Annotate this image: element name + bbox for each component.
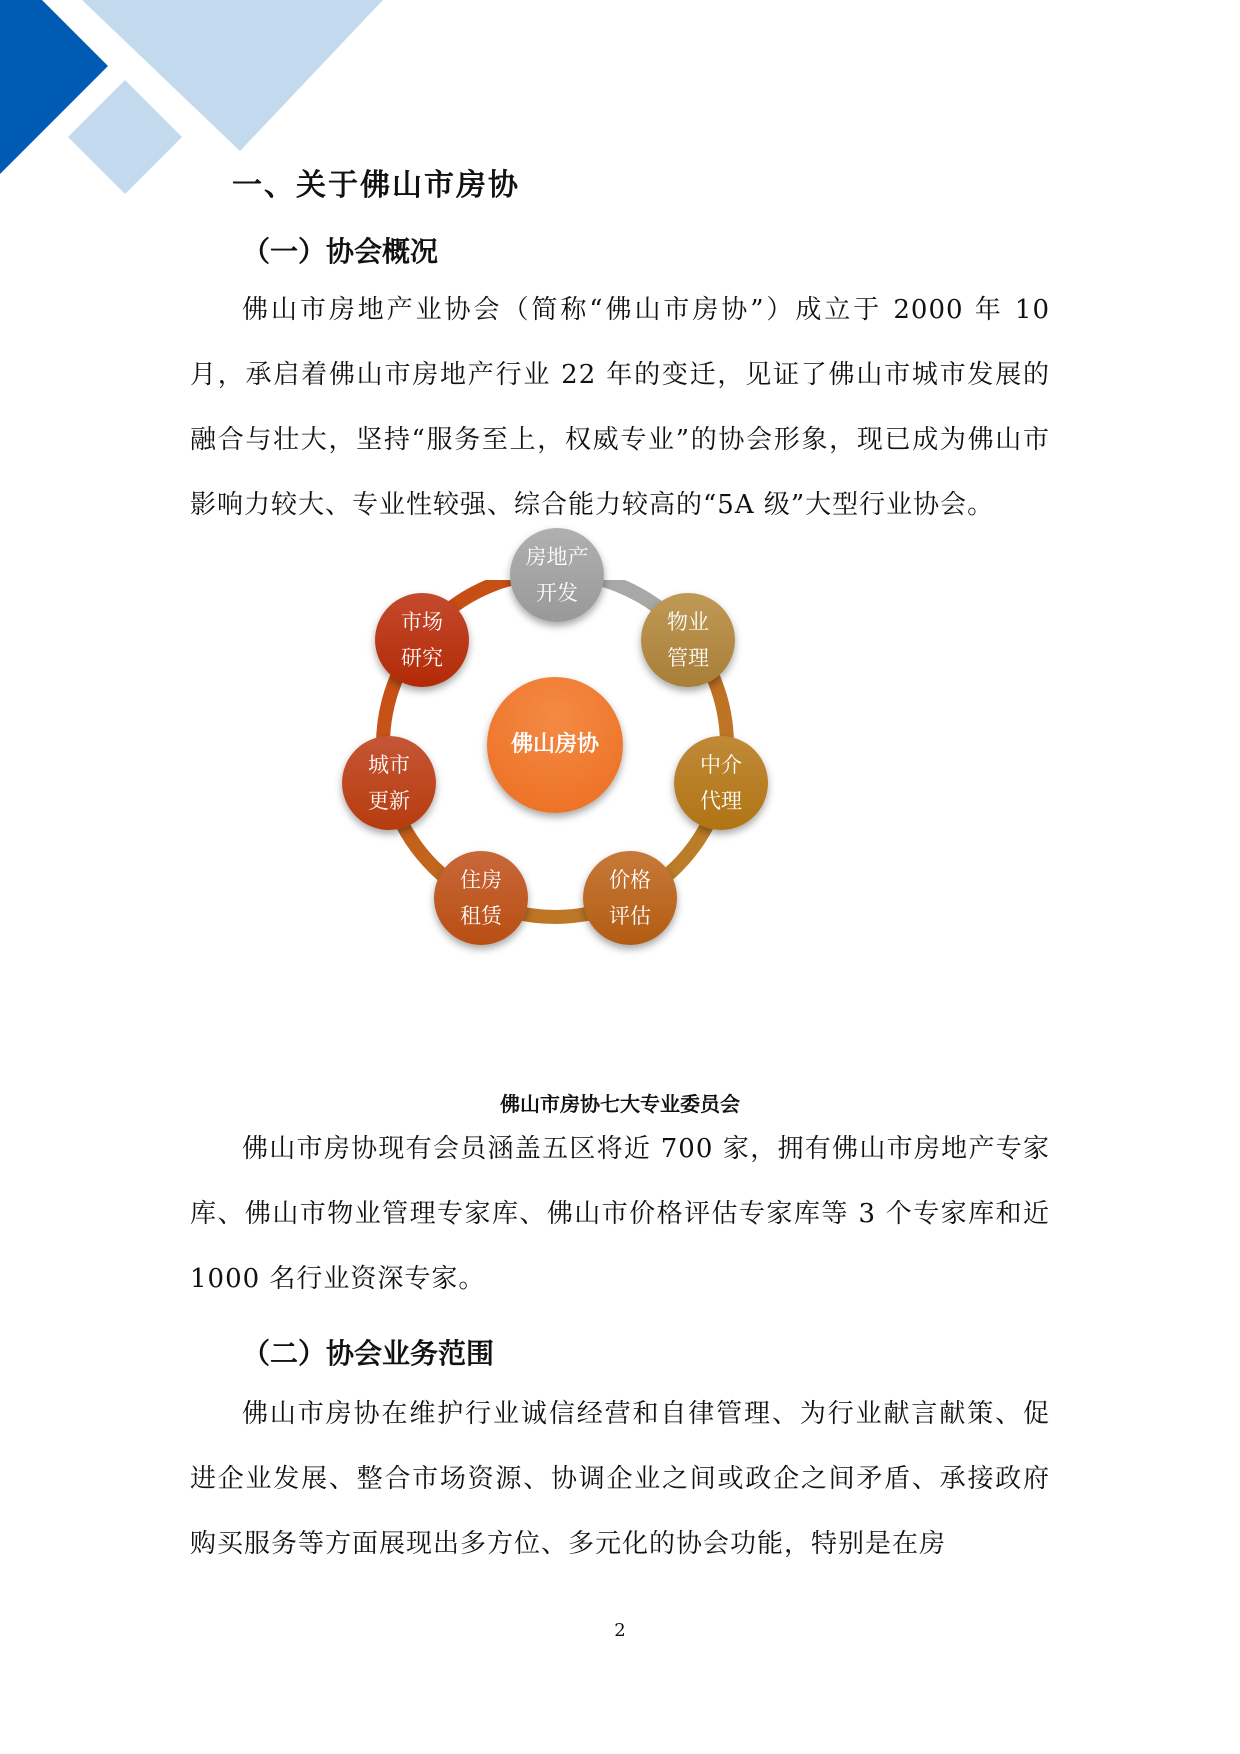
node-label-line2: 管理 [667,646,709,670]
node-label-line1: 城市 [368,753,410,777]
node-label-line2: 租赁 [460,904,502,928]
page-number: 2 [614,1620,626,1641]
node-label-line2: 更新 [368,789,410,813]
node-label-line2: 代理 [700,789,742,813]
node-price-evaluation [583,851,677,945]
node-label-line1: 中介 [700,753,742,777]
node-label-line1: 价格 [609,868,651,892]
node-housing-rental [434,851,528,945]
node-agency [674,736,768,830]
node-urban-renewal [342,736,436,830]
paragraph-scope: 佛山市房协在维护行业诚信经营和自律管理、为行业献言献策、促进企业发展、整合市场资源、协调企业之间或政企之间矛盾、承接政府购买服务等方面展现出多方位、多元化的协会功能，特别是在房 [190,1399,1050,1559]
center-node [487,677,623,813]
node-label-line1: 住房 [460,868,502,892]
paragraph-overview: 佛山市房地产业协会（简称“佛山市房协”）成立于 2000 年 10 月，承启着佛山市房地产行业 22 年的变迁，见证了佛山市城市发展的融合与壮大，坚持“服务至上，权威专业”的协会形象，现已成为佛山市影响力较大、专业性较强、综合能力较高的“5A 级”大型行业协会。 [190,295,1050,520]
section1-title: （一）协会概况 [242,235,439,268]
section2-title: （二）协会业务范围 [242,1337,495,1370]
node-label-line2: 开发 [536,581,578,605]
light-blue-diamond [68,80,182,194]
node-label-line2: 评估 [609,904,651,928]
node-real-estate-development [510,528,604,622]
node-label-line1: 物业 [667,610,709,634]
diagram-caption: 佛山市房协七大专业委员会 [500,1092,740,1116]
heading-about: 一、关于佛山市房协 [232,168,520,203]
node-label-line1: 房地产 [525,545,589,569]
node-label-line1: 市场 [401,610,443,634]
committee-ring-diagram [368,545,870,1080]
node-market-research [375,593,469,687]
paragraph-members: 佛山市房协现有会员涵盖五区将近 700 家，拥有佛山市房地产专家库、佛山市物业管理专家库、佛山市价格评估专家库等 3 个专家库和近 1000 名行业资深专家。 [190,1134,1050,1294]
node-label-line2: 研究 [401,646,443,670]
node-property-management [641,593,735,687]
center-label: 佛山房协 [510,732,599,757]
